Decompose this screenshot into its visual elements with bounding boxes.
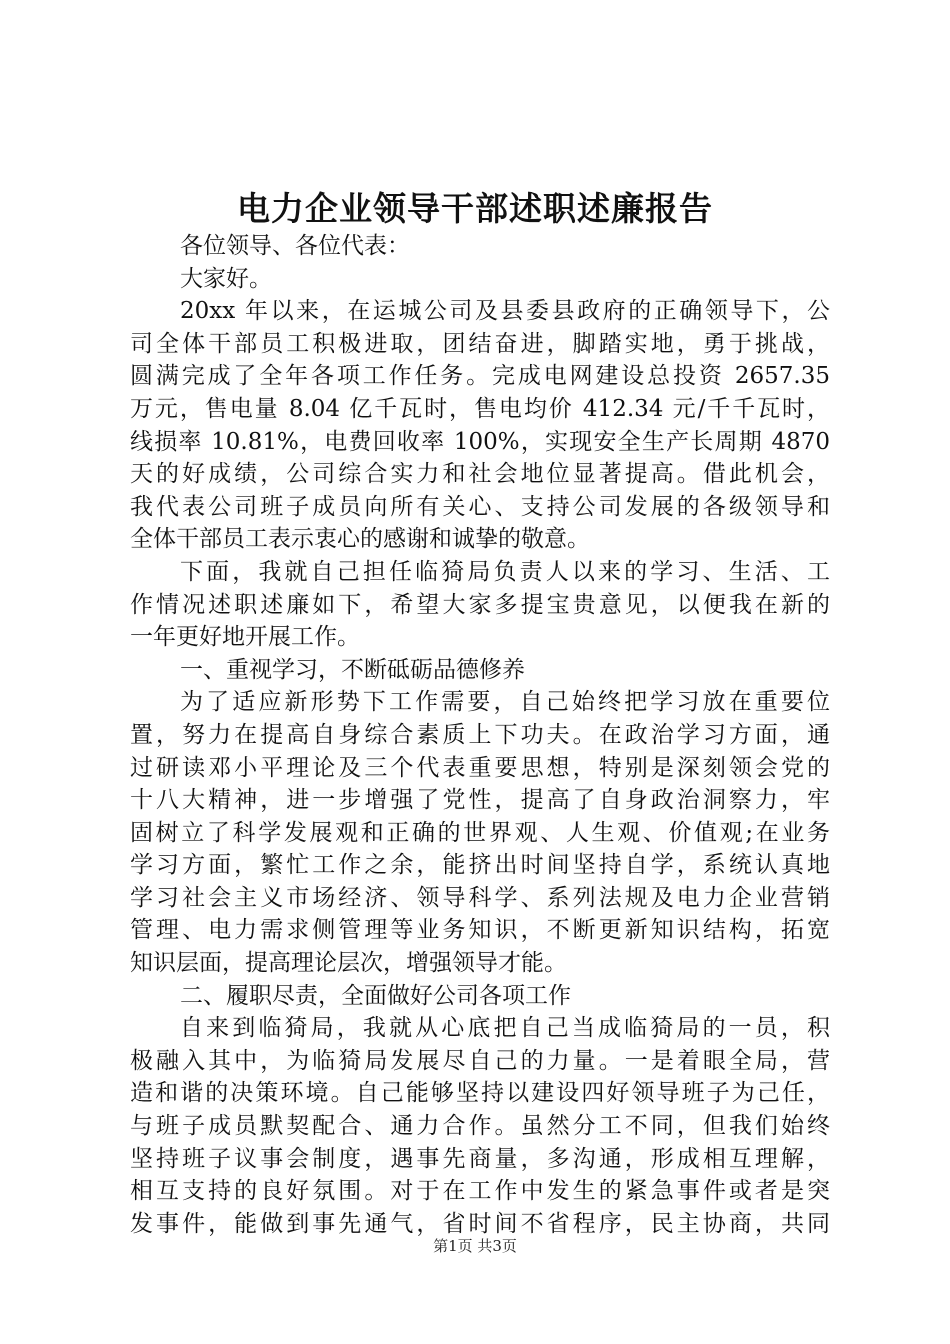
text-line: 管理、电力需求侧管理等业务知识，不断更新知识结构，拓宽 [130, 917, 830, 944]
text-line: 学习方面，繁忙工作之余，能挤出时间坚持自学，系统认真地 [130, 852, 830, 879]
text-line: 全体干部员工表示衷心的感谢和诚挚的敬意。 [130, 526, 590, 553]
text-line: 圆满完成了全年各项工作任务。完成电网建设总投资 2657.35 [130, 363, 830, 390]
text-line: 我代表公司班子成员向所有关心、支持公司发展的各级领导和 [130, 493, 830, 520]
text-line: 作情况述职述廉如下，希望大家多提宝贵意见，以便我在新的 [130, 591, 830, 618]
text-line: 发事件，能做到事先通气，省时间不省程序，民主协商，共同 [130, 1210, 830, 1237]
text-line: 学习社会主义市场经济、领导科学、系列法规及电力企业营销 [130, 884, 830, 911]
text-line: 固树立了科学发展观和正确的世界观、人生观、价值观;在业务 [130, 819, 830, 846]
document-title: 电力企业领导干部述职述廉报告 [237, 189, 713, 228]
text-line: 天的好成绩，公司综合实力和社会地位显著提高。借此机会， [130, 461, 830, 488]
text-line: 极融入其中，为临猗局发展尽自己的力量。一是着眼全局，营 [130, 1047, 830, 1074]
text-line: 自来到临猗局，我就从心底把自己当成临猗局的一员，积 [180, 1015, 830, 1042]
document-body [130, 208, 830, 1240]
page-footer: 第1页 共3页 [433, 1237, 517, 1255]
text-line: 过研读邓小平理论及三个代表重要思想，特别是深刻领会党的 [130, 754, 830, 781]
text-line: 一、重视学习，不断砥砺品德修养 [180, 656, 525, 683]
text-line: 20xx 年以来，在运城公司及县委县政府的正确领导下，公 [180, 298, 830, 325]
text-line: 相互支持的良好氛围。对于在工作中发生的紧急事件或者是突 [130, 1178, 830, 1205]
title-spacer [130, 208, 830, 230]
text-line: 一年更好地开展工作。 [130, 624, 360, 651]
text-line: 为了适应新形势下工作需要，自己始终把学习放在重要位 [180, 689, 830, 716]
text-line: 二、履职尽责，全面做好公司各项工作 [180, 982, 571, 1009]
text-line: 大家好。 [180, 265, 272, 292]
text-line: 万元，售电量 8.04 亿千瓦时，售电均价 412.34 元/千千瓦时， [130, 395, 830, 422]
text-line: 与班子成员默契配合、通力合作。虽然分工不同，但我们始终 [130, 1113, 830, 1140]
text-line: 置，努力在提高自身综合素质上下功夫。在政治学习方面，通 [130, 721, 830, 748]
text-line: 下面，我就自己担任临猗局负责人以来的学习、生活、工 [180, 558, 830, 585]
text-line: 知识层面，提高理论层次，增强领导才能。 [130, 950, 567, 977]
text-line: 司全体干部员工积极进取，团结奋进，脚踏实地，勇于挑战， [130, 330, 830, 357]
text-line: 坚持班子议事会制度，遇事先商量，多沟通，形成相互理解， [130, 1145, 830, 1172]
text-line: 线损率 10.81%，电费回收率 100%，实现安全生产长周期 4870 [130, 428, 830, 455]
text-line: 各位领导、各位代表： [180, 233, 410, 259]
text-line: 十八大精神，进一步增强了党性，提高了自身政治洞察力，牢 [130, 787, 830, 814]
text-line: 造和谐的决策环境。自己能够坚持以建设四好领导班子为己任， [130, 1080, 830, 1107]
